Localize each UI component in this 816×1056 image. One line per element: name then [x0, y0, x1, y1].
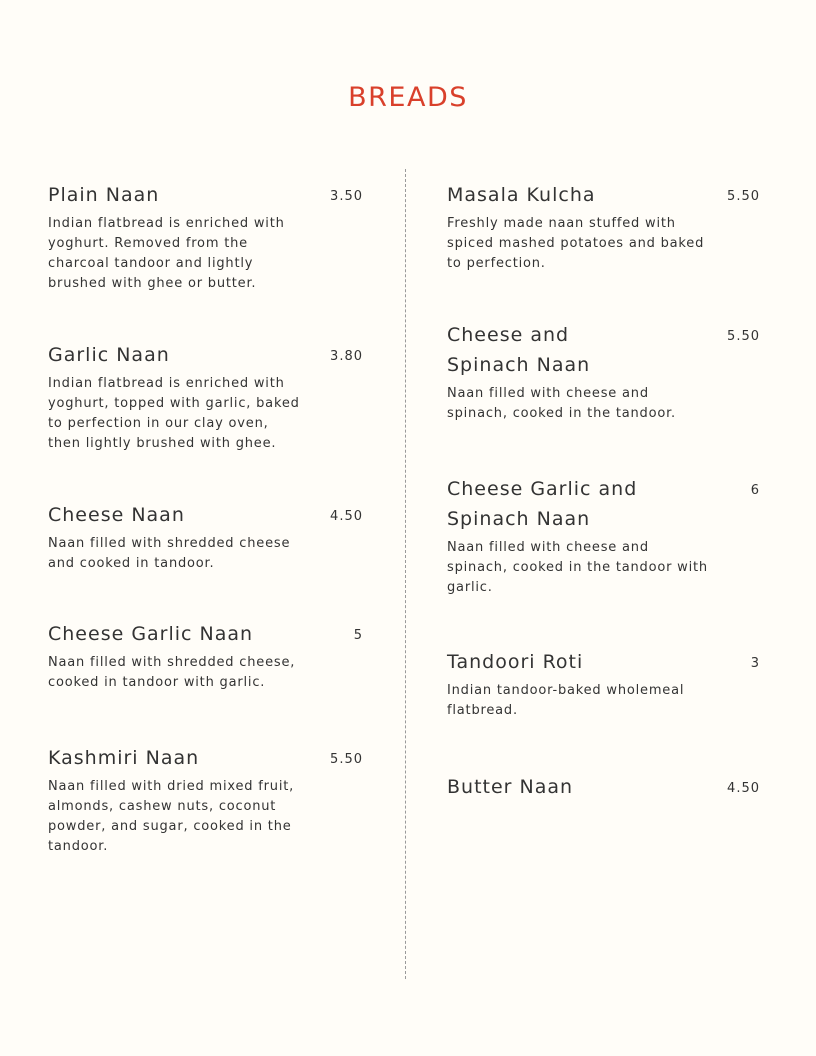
menu-item-cheese-garlic-spinach-naan	[447, 474, 760, 598]
item-name: Plain Naan	[48, 184, 160, 206]
item-description: Freshly made naan stuffed with spiced mashed potatoes and baked to perfection.	[447, 216, 705, 271]
item-name: Tandoori Roti	[447, 651, 584, 673]
menu-item-kashmiri-naan	[48, 743, 363, 857]
item-price: 4.50	[727, 781, 760, 796]
menu-item-butter-naan	[447, 772, 760, 802]
item-price: 3.80	[330, 349, 363, 364]
item-price: 5.50	[727, 189, 760, 204]
page-title: BREADS	[348, 82, 468, 113]
column-divider	[405, 169, 406, 979]
item-name: Cheese Naan	[48, 504, 185, 526]
item-name: Butter Naan	[447, 776, 574, 798]
menu-item-cheese-naan	[48, 500, 363, 574]
item-description: Naan filled with shredded cheese, cooked in tandoor with garlic.	[48, 655, 296, 690]
menu-item-garlic-naan	[48, 340, 363, 454]
menu-item-tandoori-roti	[447, 647, 760, 721]
item-price: 3	[750, 656, 760, 671]
menu-item-cheese-garlic-naan	[48, 619, 363, 693]
item-price: 5.50	[330, 752, 363, 767]
menu-item-masala-kulcha	[447, 180, 760, 274]
item-price: 3.50	[330, 189, 363, 204]
menu-item-plain-naan	[48, 180, 363, 294]
item-description: Indian flatbread is enriched with yoghurt. Removed from the charcoal tandoor and lightly brushed with ghee or butter.	[48, 216, 285, 291]
item-price: 5	[353, 628, 363, 643]
item-price: 6	[750, 483, 760, 498]
item-name: Cheese and Spinach Naan	[447, 324, 591, 376]
item-name: Masala Kulcha	[447, 184, 596, 206]
item-name: Kashmiri Naan	[48, 747, 200, 769]
item-description: Naan filled with shredded cheese and cooked in tandoor.	[48, 536, 291, 571]
item-price: 4.50	[330, 509, 363, 524]
item-description: Naan filled with cheese and spinach, cooked in the tandoor.	[447, 386, 676, 421]
item-name: Garlic Naan	[48, 344, 170, 366]
item-price: 5.50	[727, 329, 760, 344]
item-description: Indian flatbread is enriched with yoghurt, topped with garlic, baked to perfection in our clay oven, then lightly brushed with ghee.	[48, 376, 300, 451]
item-description: Naan filled with cheese and spinach, cooked in the tandoor with garlic.	[447, 540, 708, 595]
menu-item-cheese-spinach-naan	[447, 320, 760, 424]
item-name: Cheese Garlic and Spinach Naan	[447, 478, 638, 530]
item-description: Indian tandoor-baked wholemeal flatbread.	[447, 683, 685, 718]
item-name: Cheese Garlic Naan	[48, 623, 254, 645]
item-description: Naan filled with dried mixed fruit, almonds, cashew nuts, coconut powder, and sugar, cooked in the tandoor.	[48, 779, 295, 854]
